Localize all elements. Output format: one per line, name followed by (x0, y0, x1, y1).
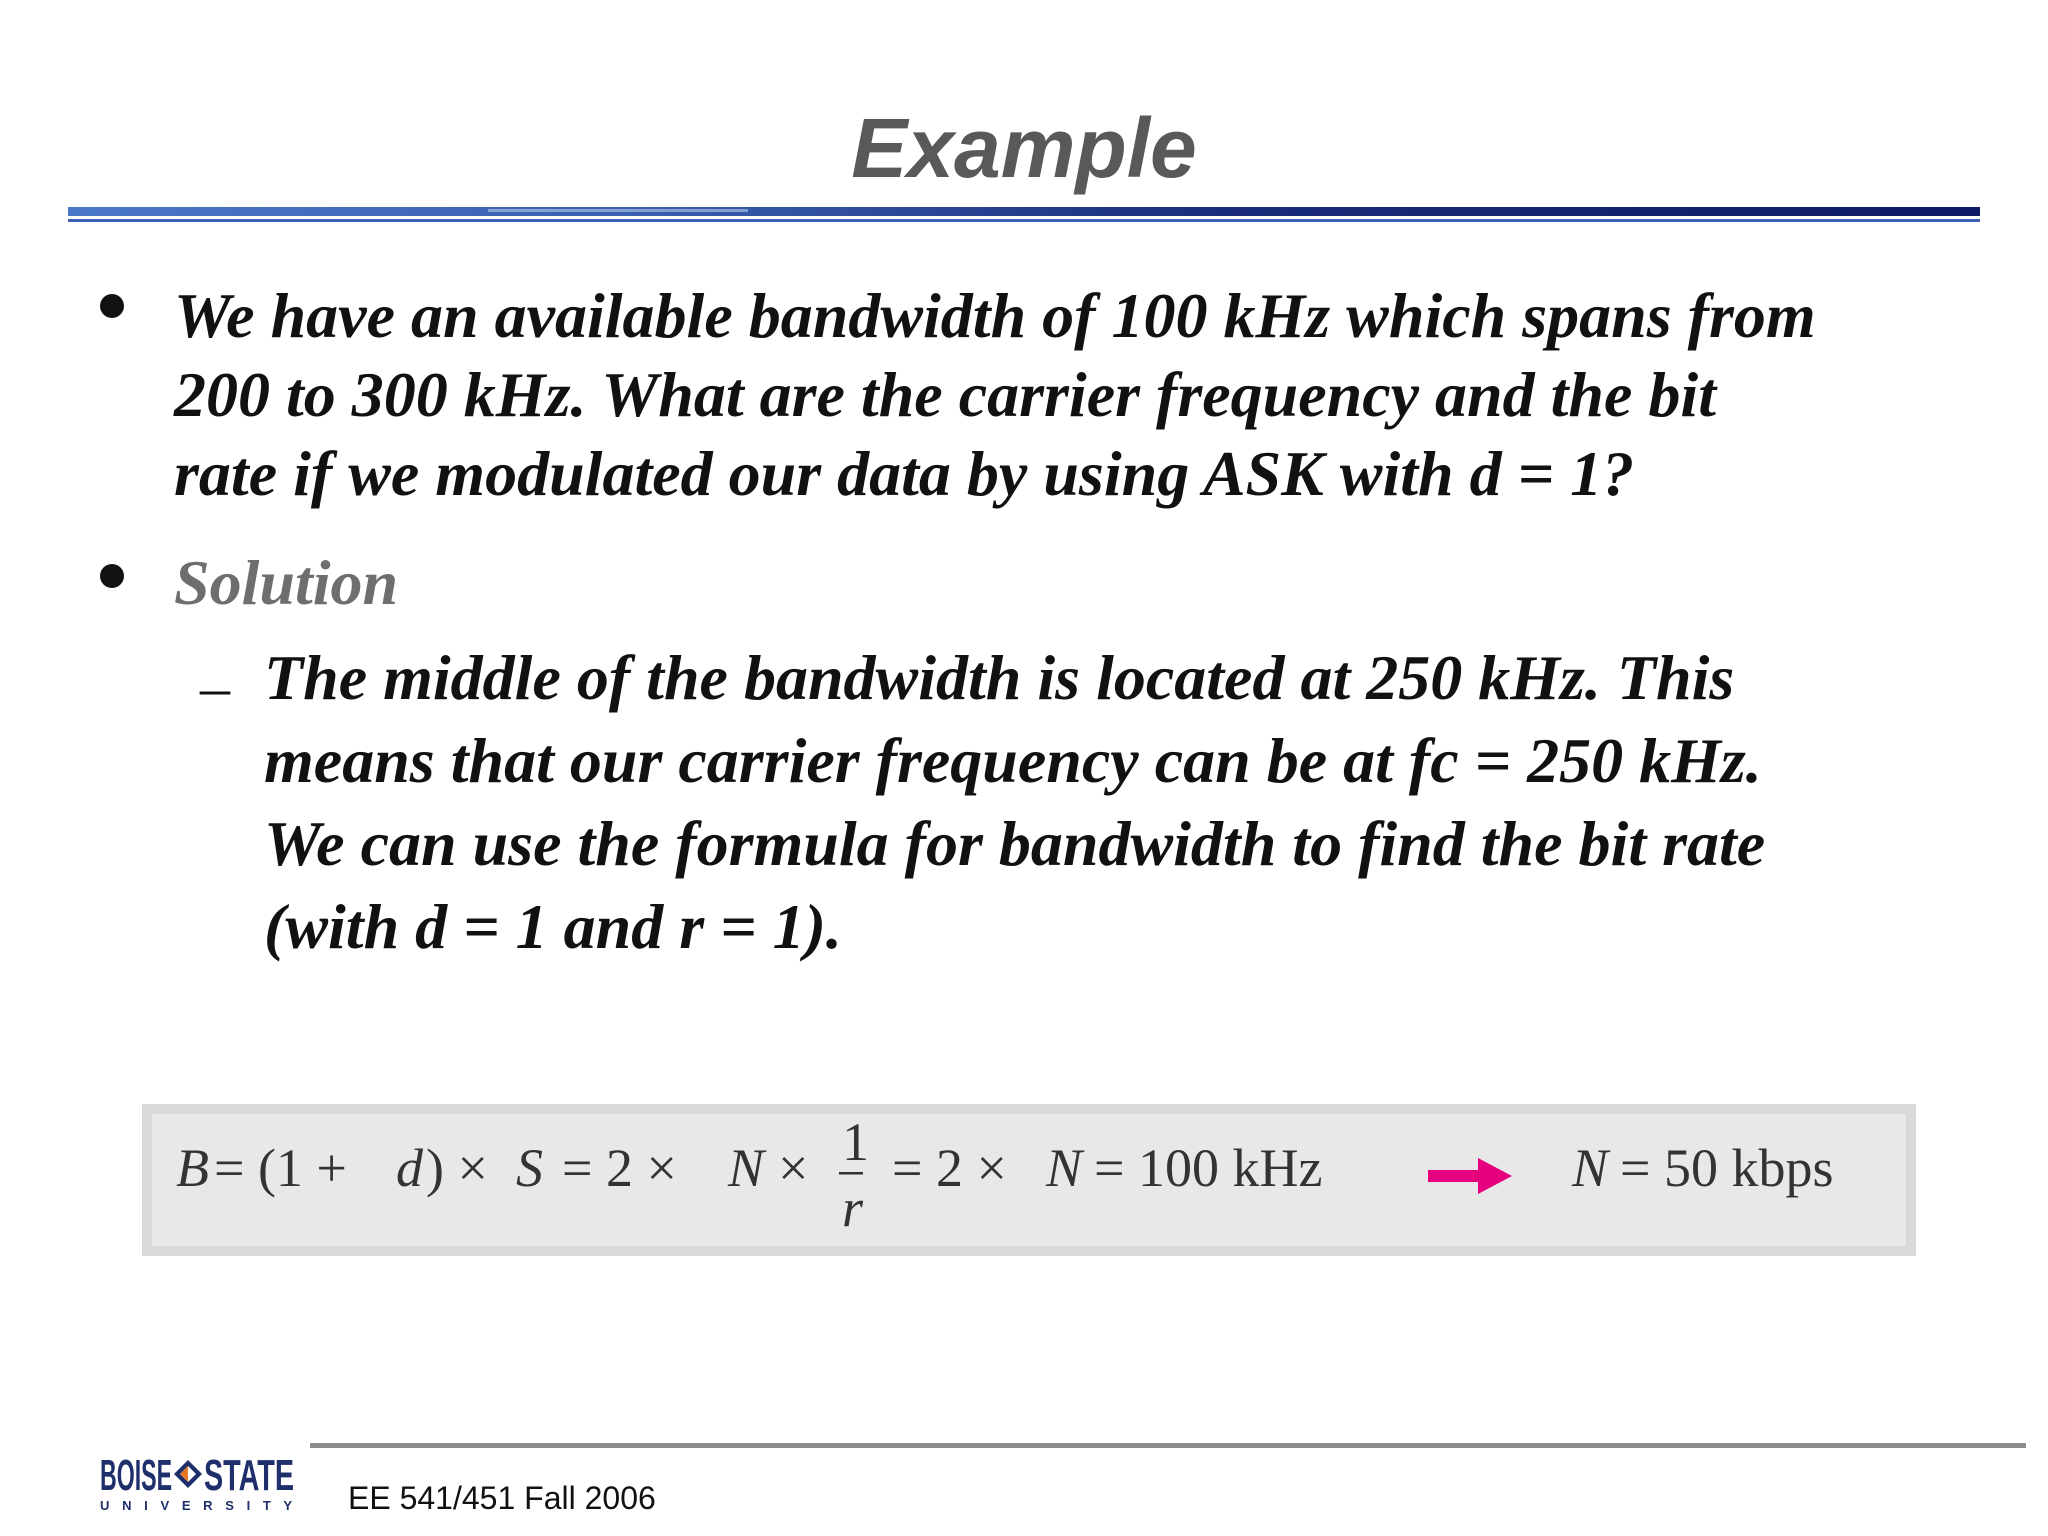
formula-b: B (176, 1138, 209, 1198)
question-line: We have an available bandwidth of 100 kHz which spans from (174, 280, 1816, 351)
bullet-dot (100, 564, 124, 588)
result-value: = 50 kbps (1620, 1138, 1834, 1198)
fraction-bar (839, 1172, 863, 1175)
boise-state-logo (98, 1444, 298, 1514)
arrow-right-icon (1428, 1158, 1512, 1194)
formula-box (142, 1104, 1916, 1256)
solution-line: (with d = 1 and r = 1). (264, 891, 842, 962)
question-line: rate if we modulated our data by using ASK with d = 1? (174, 438, 1635, 509)
result-n: N (1572, 1138, 1609, 1198)
formula-d: d (396, 1138, 423, 1198)
formula-paren-times: ) × (426, 1138, 488, 1198)
solution-line: We can use the formula for bandwidth to find the bit rate (264, 808, 1766, 879)
logo-university: U N I V E R S I T Y (100, 1498, 292, 1513)
formula-panel (152, 1114, 1906, 1246)
sub-bullet-dash: – (200, 654, 230, 720)
formula-s: S (516, 1138, 543, 1198)
bullet-question (174, 276, 1974, 513)
formula-times: × (778, 1138, 809, 1198)
logo-state: STATE (204, 1451, 294, 1500)
solution-heading: Solution (174, 547, 399, 618)
question-line: 200 to 300 kHz. What are the carrier frequency and the bit (174, 359, 1716, 430)
formula-eq4: = 100 kHz (1094, 1138, 1323, 1198)
solution-line: The middle of the bandwidth is located at 250 kHz. This (264, 642, 1735, 713)
slide-title: Example (851, 101, 1197, 195)
formula-denominator: r (842, 1178, 864, 1238)
formula-equation (152, 1114, 1906, 1246)
formula-eq2: = 2 × (562, 1138, 677, 1198)
solution-text (264, 636, 1964, 968)
solution-line: means that our carrier frequency can be at fc = 250 kHz. (264, 725, 1762, 796)
logo-diamond-icon (174, 1460, 202, 1488)
formula-numerator: 1 (842, 1112, 869, 1172)
formula-n2: N (1046, 1138, 1083, 1198)
formula-n1: N (728, 1138, 765, 1198)
formula-eq1: = (1 + (214, 1138, 347, 1198)
formula-eq3: = 2 × (892, 1138, 1007, 1198)
bullet-dot (100, 294, 124, 318)
course-label: EE 541/451 Fall 2006 (348, 1480, 656, 1516)
title-divider (68, 205, 1980, 225)
footer-divider (310, 1443, 2026, 1448)
logo-boise: BOISE (100, 1451, 172, 1500)
